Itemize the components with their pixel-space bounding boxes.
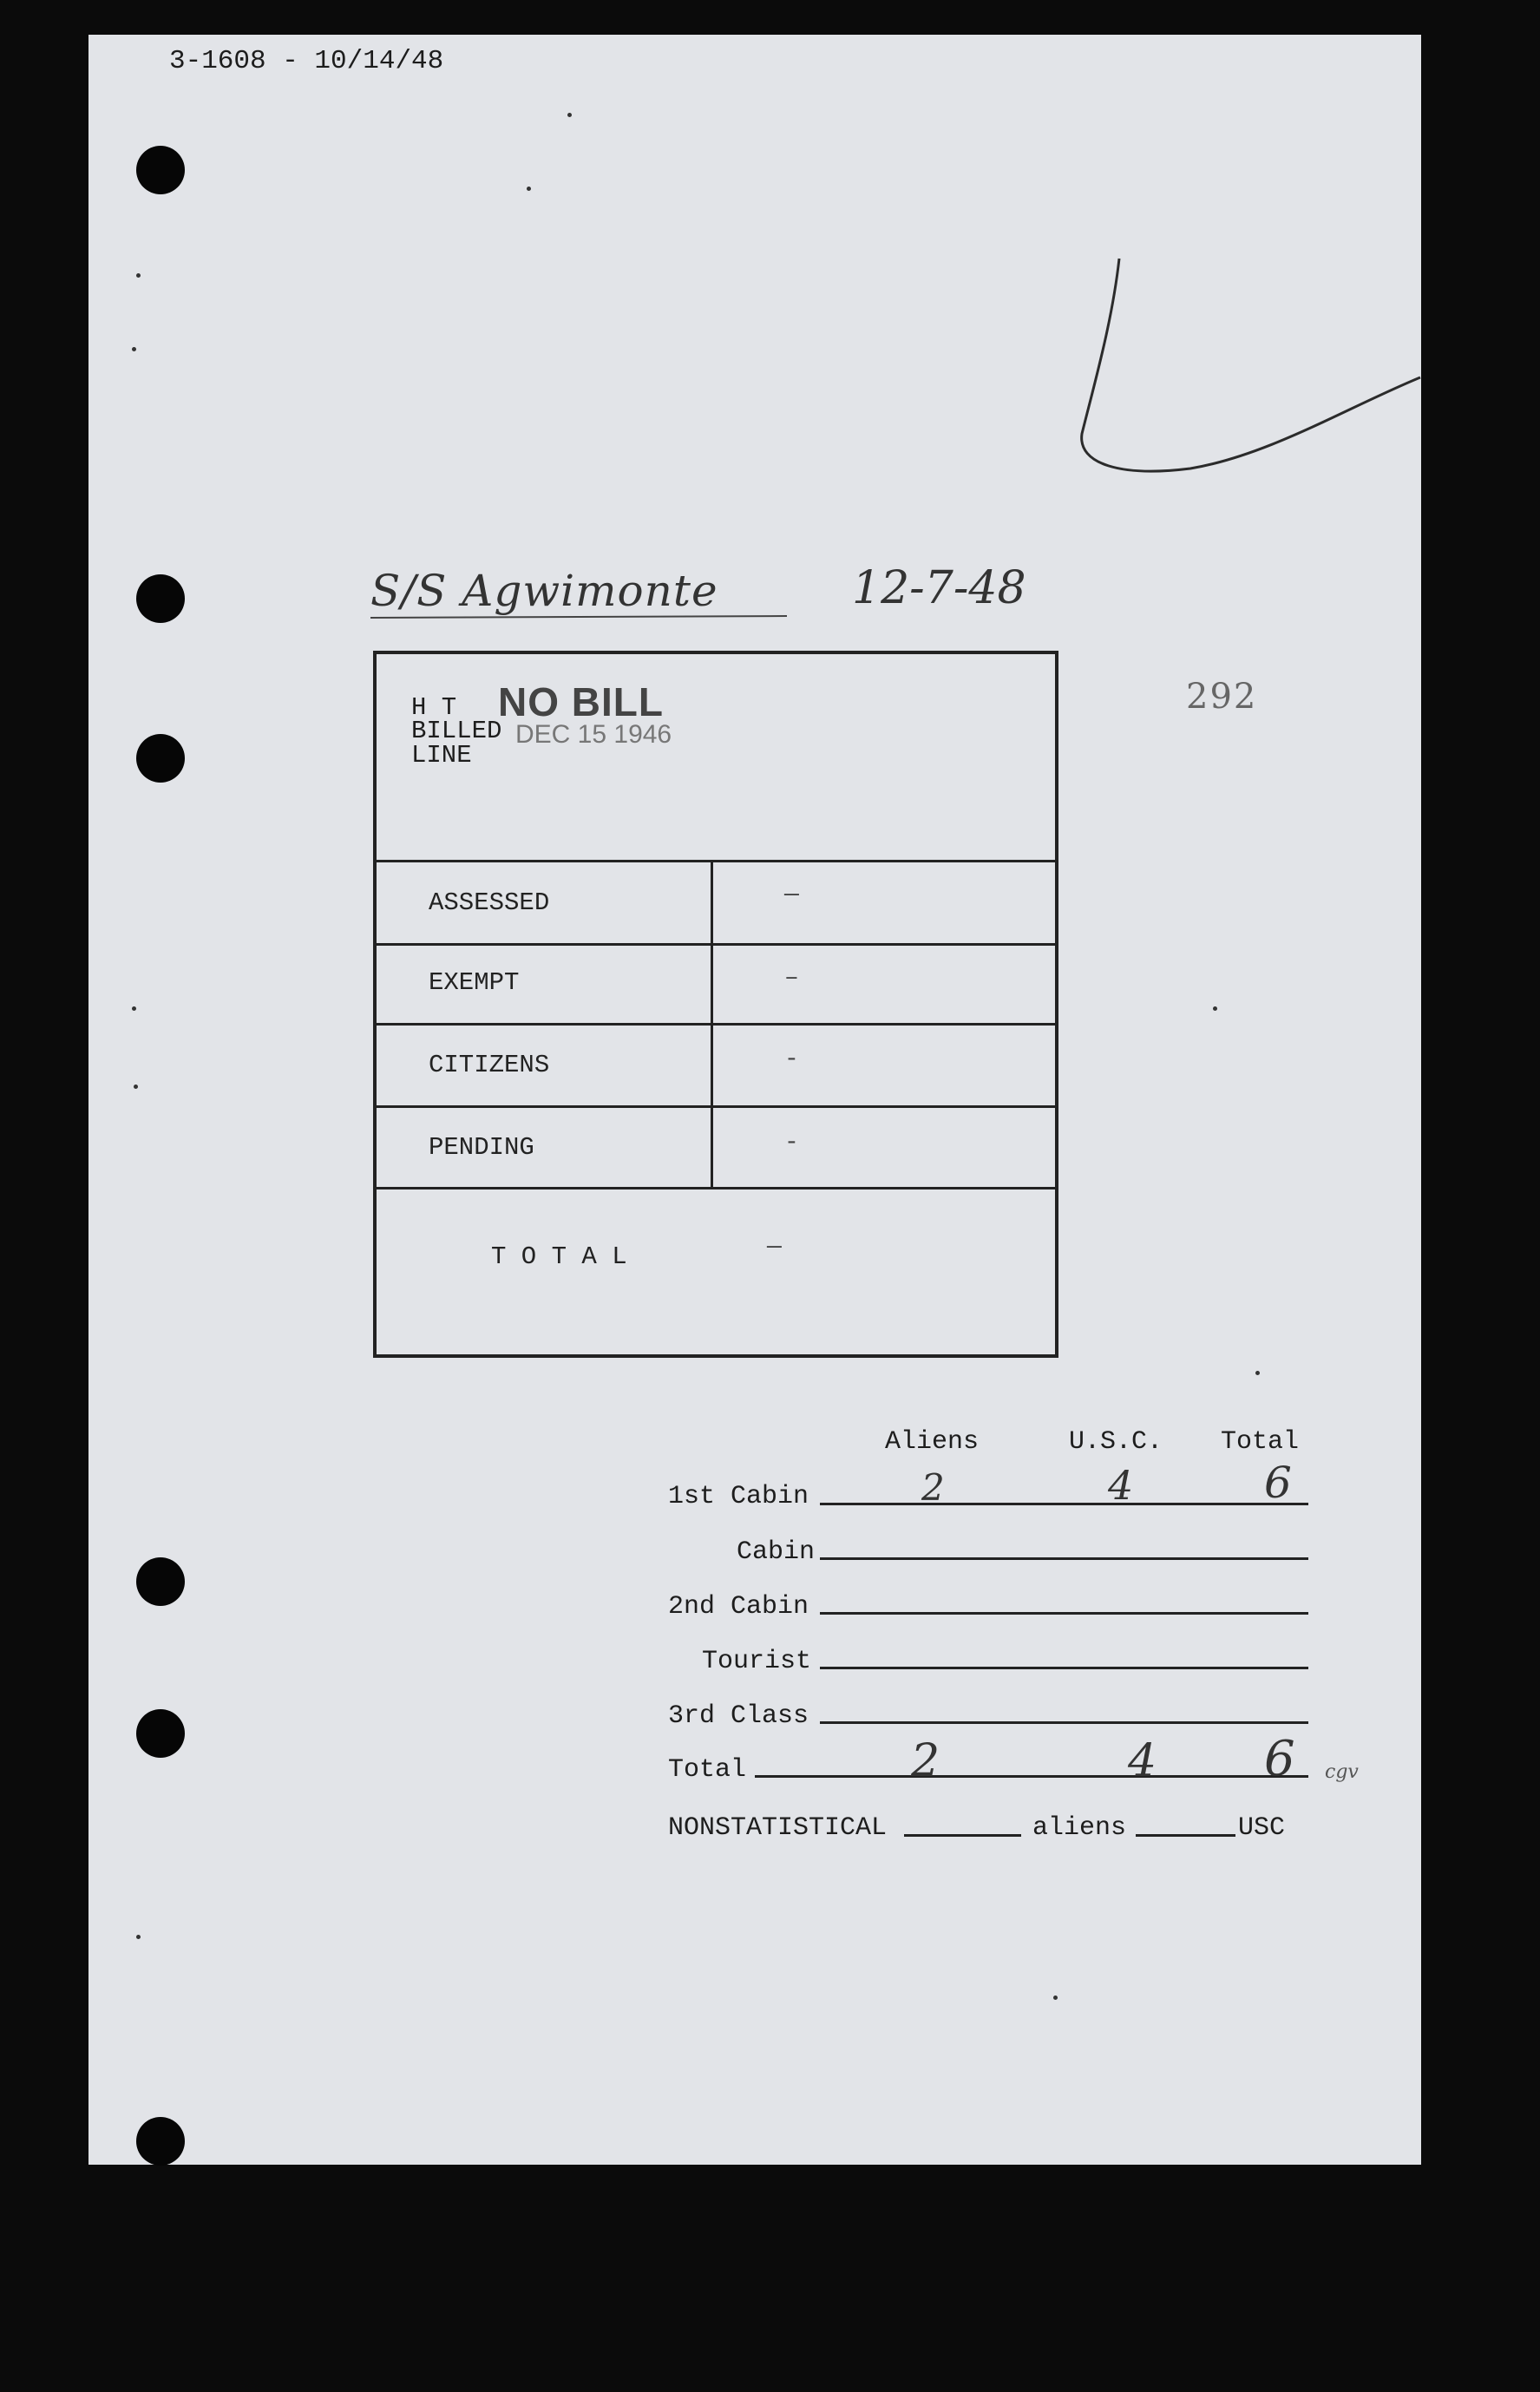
speck [1053, 1996, 1058, 2000]
cell-total: 6 [1264, 1458, 1292, 1508]
row-value-pending: - [784, 1130, 799, 1157]
nonstat-usc-label: USC [1238, 1813, 1286, 1843]
nonstat-aliens-line [904, 1834, 1021, 1837]
billed-label: BILLED [411, 717, 502, 745]
nonstat-aliens-label: aliens [1032, 1813, 1127, 1843]
speck [567, 113, 572, 117]
box-divider [377, 1187, 1055, 1189]
punch-hole [136, 1709, 185, 1758]
row-label-3rd-class: 3rd Class [668, 1701, 809, 1731]
row-value-exempt: – [784, 965, 799, 992]
row-line [820, 1612, 1308, 1615]
row-label-pending: PENDING [429, 1133, 534, 1162]
punch-hole [136, 574, 185, 623]
box-divider [377, 1105, 1055, 1108]
row-value-total: — [767, 1234, 782, 1261]
cell-total-total: 6 [1264, 1731, 1295, 1787]
nonstat-usc-line [1136, 1834, 1235, 1837]
vessel-underline [370, 607, 804, 625]
row-label-1st-cabin: 1st Cabin [668, 1482, 809, 1511]
box-divider [377, 1023, 1055, 1026]
cell-aliens: 2 [921, 1466, 945, 1509]
row-label-2nd-cabin: 2nd Cabin [668, 1592, 809, 1622]
punch-hole [136, 1557, 185, 1606]
cell-usc: 4 [1108, 1462, 1134, 1509]
row-value-citizens: - [784, 1046, 799, 1073]
speck [1255, 1371, 1260, 1375]
speck [134, 1085, 138, 1089]
row-label-total-tally: Total [668, 1755, 747, 1785]
row-line [820, 1667, 1308, 1669]
date-written: 12-7-48 [852, 562, 1026, 614]
row-label-cabin: Cabin [737, 1537, 816, 1567]
box-divider [377, 860, 1055, 862]
cell-aliens-total: 2 [911, 1735, 940, 1787]
form-code: 3-1608 - 10/14/48 [169, 46, 444, 76]
line-label: LINE [411, 741, 472, 770]
vessel-name: S/S Agwimonte [370, 566, 718, 616]
row-line [820, 1503, 1308, 1505]
check-mark [1069, 217, 1433, 495]
row-label-exempt: EXEMPT [429, 968, 520, 997]
ht-label: H T [411, 693, 457, 722]
no-bill-stamp: NO BILL [498, 679, 664, 724]
row-label-assessed: ASSESSED [429, 888, 550, 917]
speck [1213, 1006, 1217, 1011]
speck [136, 1935, 141, 1939]
row-line [820, 1721, 1308, 1724]
nonstat-label: NONSTATISTICAL [668, 1813, 888, 1843]
stamp-box [373, 651, 1058, 1358]
row-label-tourist: Tourist [702, 1647, 812, 1676]
header-aliens: Aliens [885, 1427, 980, 1457]
punch-hole [136, 2117, 185, 2166]
speck [132, 1006, 136, 1011]
speck [132, 347, 136, 351]
speck [527, 187, 531, 191]
row-label-total: T O T A L [491, 1242, 627, 1271]
punch-hole [136, 734, 185, 783]
row-line [820, 1557, 1308, 1560]
speck [136, 273, 141, 278]
box-divider [377, 943, 1055, 946]
header-usc: U.S.C. [1069, 1427, 1163, 1457]
punch-hole [136, 146, 185, 194]
box-column-divider [711, 860, 713, 1187]
cell-usc-total: 4 [1128, 1735, 1157, 1787]
header-total: Total [1221, 1427, 1300, 1457]
row-line [755, 1775, 1308, 1778]
document-page [88, 35, 1421, 2165]
page-number: 292 [1186, 677, 1258, 717]
total-note: cgv [1325, 1761, 1359, 1783]
stamp-date: DEC 15 1946 [515, 720, 672, 749]
row-label-citizens: CITIZENS [429, 1051, 550, 1079]
row-value-assessed: — [784, 881, 799, 908]
